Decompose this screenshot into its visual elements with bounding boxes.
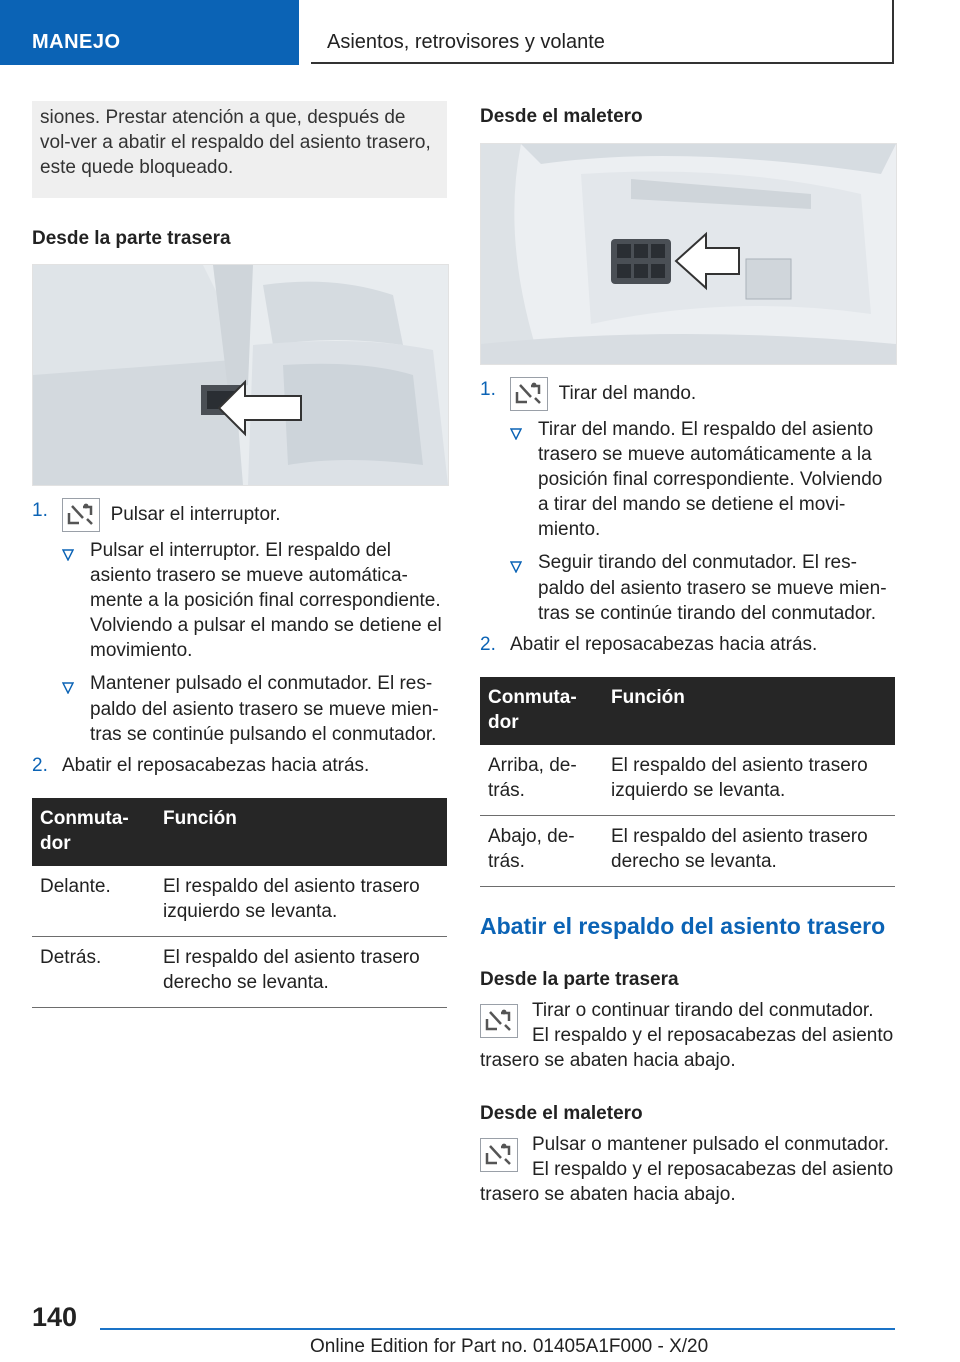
function-table: [32, 798, 447, 1008]
table-cell-function: El respaldo del asiento trasero izquierdo se levanta.: [603, 745, 895, 816]
bullet-triangle-icon: [510, 555, 522, 580]
note-text: siones. Prestar atención a que, después de vol-ver a abatir el respaldo del asiento trasero, este quede bloqueado.: [40, 107, 431, 179]
chapter-header: [311, 0, 894, 64]
table-cell-function: El respaldo del asiento trasero derecho se levanta.: [603, 816, 895, 887]
step-number: 1.: [32, 500, 48, 522]
subheading-rear: Desde la parte trasera: [480, 968, 679, 990]
subheading-rear: Desde la parte trasera: [32, 228, 231, 249]
table-header-switch: Conmuta-dor: [32, 798, 155, 866]
step-text: Abatir el reposacabezas hacia atrás.: [510, 633, 818, 655]
function-table: [480, 677, 895, 887]
table-cell-switch: Detrás.: [32, 937, 155, 1008]
page-number: 140: [32, 1302, 78, 1332]
table-row: [32, 937, 447, 1008]
bullet-text: Seguir tirando del conmutador. El res-paldo del asiento trasero se mueve mien-tras se continúe tirando del conmutador.: [538, 552, 887, 624]
table-row: [32, 866, 447, 937]
step-number: 2.: [32, 754, 48, 776]
paragraph: [480, 1132, 895, 1207]
table-row: [480, 816, 895, 887]
table-header-row: [32, 798, 447, 866]
bullet-item: [32, 538, 447, 663]
table-cell-switch: Delante.: [32, 866, 155, 937]
note-box: [32, 101, 447, 198]
step-text: Pulsar el interruptor.: [110, 504, 281, 526]
bullet-text: Pulsar el interruptor. El respaldo del asiento trasero se mueve automática-mente a la posición final correspondiente. Volviendo a pulsar el mando se detiene el movimiento.: [90, 540, 442, 662]
section-title: MANEJO: [32, 31, 121, 53]
seat-switch-icon: [510, 377, 548, 411]
step-2: [480, 632, 895, 657]
step-1: [32, 498, 447, 532]
footer-divider: [100, 1328, 895, 1330]
table-header-switch: Conmuta-dor: [480, 677, 603, 745]
bullet-item: [32, 671, 447, 746]
section-heading: Abatir el respaldo del asiento trasero: [480, 913, 886, 940]
footer-edition: Online Edition for Part no. 01405A1F000 - X/20: [310, 1336, 709, 1357]
table-cell-function: El respaldo del asiento trasero izquierdo se levanta.: [155, 866, 447, 937]
table-header-row: [480, 677, 895, 745]
section-tab: [0, 0, 299, 65]
paragraph-text: Pulsar o mantener pulsado el conmutador. El respaldo y el reposacabezas del asiento trasero se abaten hacia abajo.: [480, 1134, 894, 1206]
seat-switch-icon: [480, 1138, 518, 1172]
seat-switch-icon: [62, 498, 100, 532]
bullet-text: Mantener pulsado el conmutador. El res-paldo del asiento trasero se mueve mien-tras se continúe pulsando el conmutador.: [90, 673, 439, 745]
trunk-illustration: [480, 143, 897, 365]
bullet-item: [480, 417, 895, 542]
table-cell-switch: Arriba, de-trás.: [480, 745, 603, 816]
step-number: 2.: [480, 633, 496, 655]
right-column: [480, 104, 895, 1207]
chapter-title: Asientos, retrovisores y volante: [327, 31, 605, 53]
bullet-item: [480, 550, 895, 625]
step-text: Abatir el reposacabezas hacia atrás.: [62, 754, 370, 776]
paragraph-text: Tirar o continuar tirando del conmutador. El respaldo y el reposacabezas del asiento trasero se abaten hacia abajo.: [480, 999, 894, 1072]
left-column: [32, 101, 447, 1008]
table-cell-switch: Abajo, de-trás.: [480, 816, 603, 887]
bullet-triangle-icon: [62, 676, 74, 701]
step-1: [480, 377, 895, 411]
rear-seat-illustration: [32, 264, 449, 486]
step-2: [32, 753, 447, 778]
paragraph: [480, 998, 895, 1073]
step-number: 1.: [480, 379, 496, 401]
bullet-triangle-icon: [510, 422, 522, 447]
subheading-trunk: Desde el maletero: [480, 106, 643, 127]
subheading-trunk: Desde el maletero: [480, 1103, 643, 1125]
seat-switch-icon: [480, 1004, 518, 1038]
table-cell-function: El respaldo del asiento trasero derecho se levanta.: [155, 937, 447, 1008]
table-header-function: Función: [155, 798, 447, 866]
bullet-triangle-icon: [62, 543, 74, 568]
table-row: [480, 745, 895, 816]
step-text: Tirar del mando.: [558, 383, 697, 405]
bullet-text: Tirar del mando. El respaldo del asiento trasero se mueve automáticamente a la posición final correspondiente. Volviendo a tirar del mando se detiene el movi-miento.: [538, 419, 883, 541]
table-header-function: Función: [603, 677, 895, 745]
